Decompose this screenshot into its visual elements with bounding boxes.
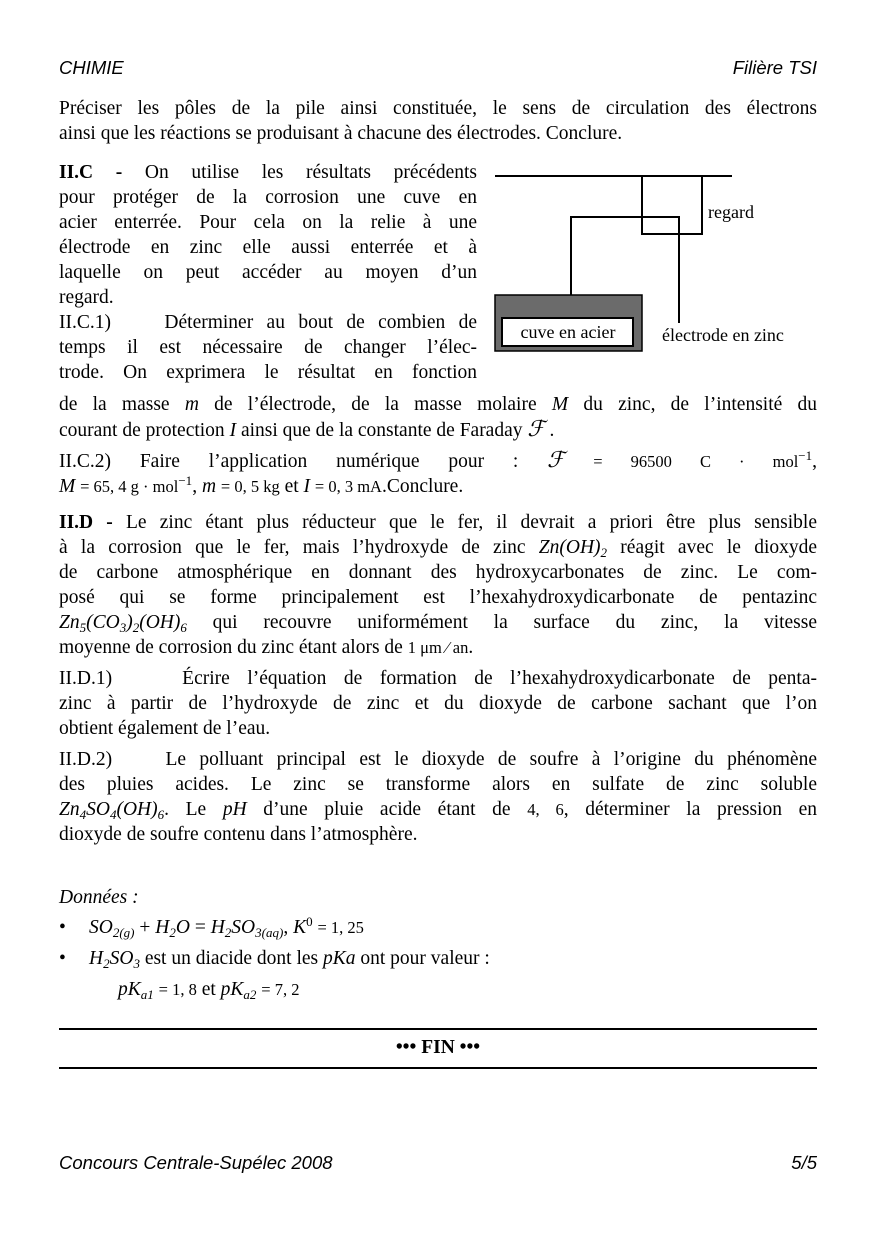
IID2-line-2: des pluies acides. Le zinc se transforme alors en sulfate de zinc soluble [59,774,817,795]
p-6: 6 [180,620,187,635]
e-so3: SO [231,917,256,938]
IID-line-3: de carbone atmosphérique en donnant des hydroxycarbonates de zinc. Le com- [59,562,817,583]
donnees-equation [89,914,364,940]
IIC1-continuation [59,392,817,443]
p-5: 5 [79,620,87,635]
a1: a1 [140,987,154,1002]
header-subject: CHIMIE [59,57,124,78]
IIC-line-2: pour protéger de la corrosion une cuve en [59,187,477,208]
IIC2-et: et [284,476,299,497]
section-IID [59,510,817,660]
var-m-2: m [201,476,217,497]
donnees-title-wrap [59,885,817,910]
IID-l6b: . [468,637,474,658]
e-K: K [293,917,307,938]
s-so: SO [86,799,110,820]
d-so: SO [109,948,134,969]
donnees-pka-values [118,979,299,1001]
IIC2-label: II.C.2) [59,451,111,472]
bullet-2: • [59,948,66,969]
fin-rule-top [59,1028,817,1030]
M-exp: −1 [178,473,193,488]
p-close: ) [126,612,133,633]
s-zn: Zn [59,799,80,820]
footer-contest: Concours Centrale-Supélec 2008 [59,1152,333,1173]
IIC-line-4: électrode en zinc elle aussi enterrée et à [59,237,477,258]
IIC1-l5c: . [549,420,555,441]
IID-l5b: qui recouvre uniformément la surface du zinc, la vitesse [212,612,818,633]
d-h: H [89,948,104,969]
tank-label: cuve en acier [520,322,616,342]
f-oh: (OH) [559,537,601,558]
header-track: Filière TSI [732,57,817,78]
IIC2-line-1 [59,448,817,474]
IID-text-1: Le zinc étant plus réducteur que le fer, il devrait a priori être plus sensible [126,512,817,533]
e-K0: 0 [306,914,313,929]
IID-label: II.D - [59,512,113,533]
faraday-symbol: ℱ [527,417,545,442]
s-6: 6 [157,807,165,822]
f-sub2: 2 [600,545,608,560]
pk1-val: = 1, 8 [158,980,197,999]
p-co: (CO [86,612,120,633]
IIC1-l5a: courant de protection [59,420,225,441]
formula-zn-oh2 [539,537,607,558]
IIC1-text-1: Déterminer au bout de combien de [164,312,478,333]
var-I: I [229,420,237,441]
IIC-line-1 [59,160,477,185]
p-3: 3 [119,620,127,635]
fin-rule-bottom [59,1067,817,1069]
I-value: = 0, 3 mA [314,477,382,496]
faraday-exp: −1 [798,448,813,463]
p-zn: Zn [59,612,80,633]
e-so: SO [89,917,113,938]
IID-l2b: réagit avec le dioxyde [620,537,818,558]
var-M: M [551,394,569,415]
pk2-val: = 7, 2 [261,980,300,999]
M-value: = 65, 4 g · mol [80,477,179,496]
IIC2-faraday-value [547,448,818,473]
IIC1-l4c: du zinc, de l’intensité du [583,394,818,415]
IID-l6a: moyenne de corrosion du zinc étant alors de [59,637,403,658]
IID-line-4: posé qui se forme principalement est l’hexahydroxydicarbonate de pentazinc [59,587,817,608]
regard-box [642,176,702,234]
e-h2: H [210,917,225,938]
e-2g: 2(g) [112,925,135,940]
section-IIC2 [59,448,817,499]
d-text2: ont pour valeur : [360,948,490,969]
e-22: 2 [224,925,232,940]
IID1-label: II.D.1) [59,668,113,689]
intro-paragraph [59,96,817,146]
var-I-2: I [303,476,311,497]
IIC2-line-2 [59,474,817,499]
IIC-text-1: On utilise les résultats précédents [144,162,477,183]
formula-zinc-sulfate [59,799,164,820]
var-pH: pH [222,799,247,820]
s-oh: (OH) [116,799,158,820]
IIC-label: II.C - [59,162,123,183]
d-2: 2 [103,956,110,971]
footer-page-number: 5/5 [791,1152,817,1173]
d-text: est un diacide dont les [144,948,319,969]
IIC2-w3: numérique [336,451,420,472]
s-4: 4 [79,807,87,822]
IIC1-line-4 [59,392,817,417]
IIC2-w2: l’application [208,451,308,472]
IIC1-l5b: ainsi que de la constante de Faraday [240,420,523,441]
IID-line-1 [59,510,817,535]
formula-pentazinc [59,612,187,633]
IID1-text-1: Écrire l’équation de formation de l’hexahydroxydicarbonate de penta- [182,668,818,689]
IID2-line-3 [59,797,817,822]
IIC1-l4b: de l’électrode, de la masse molaire [214,394,537,415]
IIC2-w1: Faire [139,451,180,472]
section-IID2 [59,747,817,847]
e-eq: = [194,917,206,938]
s-4b: 4 [109,807,117,822]
IIC1-l4a: de la masse [59,394,170,415]
var-m: m [184,394,199,415]
IIC1-line-3: trode. On exprimera le résultat en fonction [59,362,477,383]
IIC2-sep: , [192,476,198,497]
wire-to-tank [571,217,679,295]
IID-l2a: à la corrosion que le fer, mais l’hydroxyde de zinc [59,537,526,558]
IID-line-6 [59,635,817,660]
IID2-text-1: Le polluant principal est le dioxyde de soufre à l’origine du phénomène [165,749,817,770]
pH-value: 4, 6 [527,800,564,819]
p-oh: (OH) [139,612,181,633]
corrosion-protection-diagram [490,165,820,365]
IID-line-5 [59,610,817,635]
IID2-l3c: , déterminer la pression en [563,799,818,820]
section-IIC [59,160,477,385]
pk1: pK [118,979,141,1000]
faraday-value: = 96500 C · mol [593,452,799,471]
IIC1-label: II.C.1) [59,312,111,333]
m-value: = 0, 5 kg [220,477,280,496]
IIC2-comma: , [812,451,818,472]
e-h: H [155,917,170,938]
e-o: O [175,917,190,938]
var-M-2: M [59,476,76,497]
pk2: pK [220,979,244,1000]
e-Kval: = 1, 25 [317,918,364,937]
p-2: 2 [132,620,140,635]
IIC-line-5: laquelle on peut accéder au moyen d’un [59,262,477,283]
zinc-electrode-label: électrode en zinc [662,325,784,345]
IID2-line-4: dioxyde de soufre contenu dans l’atmosphère. [59,824,418,845]
intro-line-1: Préciser les pôles de la pile ainsi constituée, le sens de circulation des électrons [59,98,817,119]
bullet-1: • [59,917,66,938]
IIC2-end: .Conclure. [381,476,464,497]
regard-label: regard [708,202,754,222]
intro-line-2: ainsi que les réactions se produisant à chacune des électrodes. Conclure. [59,123,623,144]
IID2-l3a: . Le [164,799,207,820]
IID1-line-1 [59,666,817,691]
IID2-l3b: d’une pluie acide étant de [263,799,511,820]
corrosion-rate: 1 μm ⁄ an [407,638,469,657]
f-zn: Zn [538,537,560,558]
a2: a2 [243,987,257,1002]
e-3aq: 3(aq) [255,925,284,940]
IIC1-line-2: temps il est nécessaire de changer l’élec- [59,337,477,358]
faraday-symbol-2: ℱ [547,448,565,473]
d-3: 3 [133,956,140,971]
section-IID1 [59,666,817,741]
donnees-diacid [89,948,490,970]
e-comma: , [283,917,289,938]
IID-line-2 [59,535,817,560]
IID2-line-1 [59,747,817,772]
IIC2-w4: pour : [448,451,519,472]
pk-et: et [201,979,216,1000]
IIC1-line-1 [59,310,477,335]
donnees-title: Données : [59,887,139,908]
e-2: 2 [169,925,176,940]
fin-marker: ••• FIN ••• [395,1037,481,1058]
IID1-line-2: zinc à partir de l’hydroxyde de zinc et du dioxyde de carbone sachant que l’on [59,693,817,714]
IIC-line-6: regard. [59,287,114,308]
e-plus: + [139,917,151,938]
IID1-line-3: obtient également de l’eau. [59,718,271,739]
IIC1-line-5 [59,417,817,443]
IID2-label: II.D.2) [59,749,113,770]
d-pka: pKa [322,948,356,969]
IIC-line-3: acier enterrée. Pour cela on la relie à une [59,212,477,233]
